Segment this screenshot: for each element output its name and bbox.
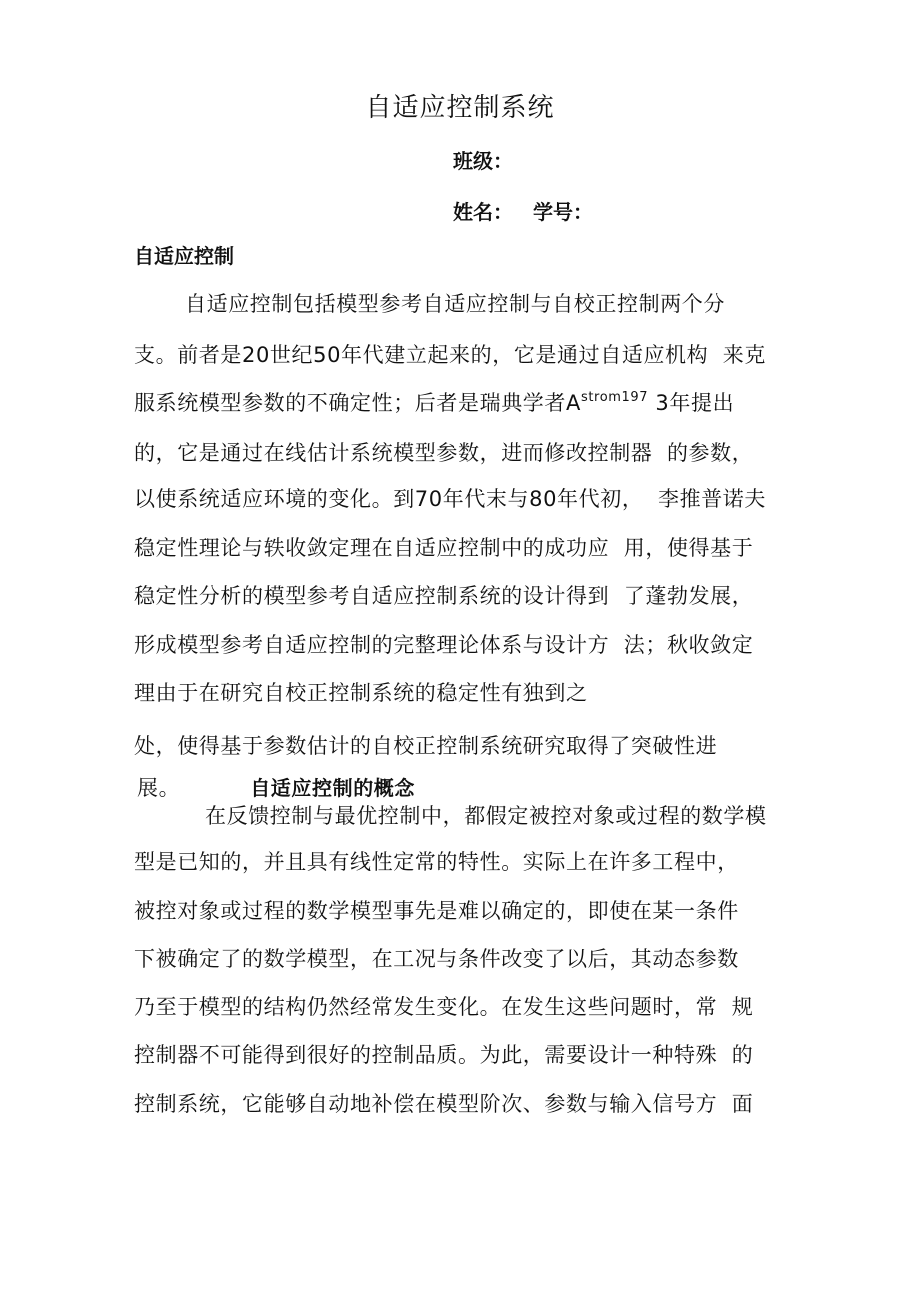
document-title: 自适应控制系统	[365, 93, 555, 123]
paragraph-line: 支。前者是20世纪50年代建立起来的，它是通过自适应机构 来克	[134, 343, 766, 367]
paragraph-line: 控制器不可能得到很好的控制品质。为此，需要设计一种特殊 的	[134, 1043, 754, 1067]
paragraph-line: 稳定性分析的模型参考自适应控制系统的设计得到 了蓬勃发展，	[134, 584, 754, 608]
paragraph-line: 理由于在研究自校正控制系统的稳定性有独到之	[134, 681, 588, 705]
paragraph-line: 以使系统适应环境的变化。到70年代末与80年代初， 李推普诺夫	[134, 487, 766, 511]
paragraph-line: 处，使得基于参数估计的自校正控制系统研究取得了突破性进	[134, 734, 718, 758]
paragraph-line: 型是已知的，并且具有线性定常的特性。实际上在许多工程中，	[134, 850, 739, 874]
name-label: 姓名：	[453, 200, 513, 224]
section-heading-adaptive-control-concept: 自适应控制的概念	[250, 776, 416, 800]
line-text: 展。	[137, 776, 181, 800]
student-id-label: 学号：	[533, 200, 593, 224]
paragraph-line: 乃至于模型的结构仍然经常发生变化。在发生这些问题时，常 规	[134, 995, 754, 1019]
paragraph-line: 下被确定了的数学模型，在工况与条件改变了以后，其动态参数	[134, 947, 739, 971]
paragraph-line: 控制系统，它能够自动地补偿在模型阶次、参数与输入信号方 面	[134, 1092, 754, 1116]
line-text: 服系统模型参数的不确定性；后者是瑞典学者A	[134, 391, 581, 415]
paragraph-line: 被控对象或过程的数学模型事先是难以确定的，即使在某一条件	[134, 899, 739, 923]
superscript-text: strom197	[580, 390, 649, 405]
line-text: 3年提出	[655, 391, 735, 415]
paragraph-line: 稳定性理论与轶收敛定理在自适应控制中的成功应 用，使得基于	[134, 536, 754, 560]
paragraph-line: 自适应控制包括模型参考自适应控制与自校正控制两个分	[185, 292, 725, 316]
section-heading-adaptive-control: 自适应控制	[134, 244, 234, 268]
class-label: 班级：	[453, 149, 513, 173]
paragraph-line	[134, 386, 734, 420]
paragraph-line: 形成模型参考自适应控制的完整理论体系与设计方 法；秋收敛定	[134, 633, 754, 657]
paragraph-line: 的，它是通过在线估计系统模型参数，进而修改控制器 的参数，	[134, 441, 754, 465]
paragraph-line: 在反馈控制与最优控制中，都假定被控对象或过程的数学模	[205, 804, 767, 828]
